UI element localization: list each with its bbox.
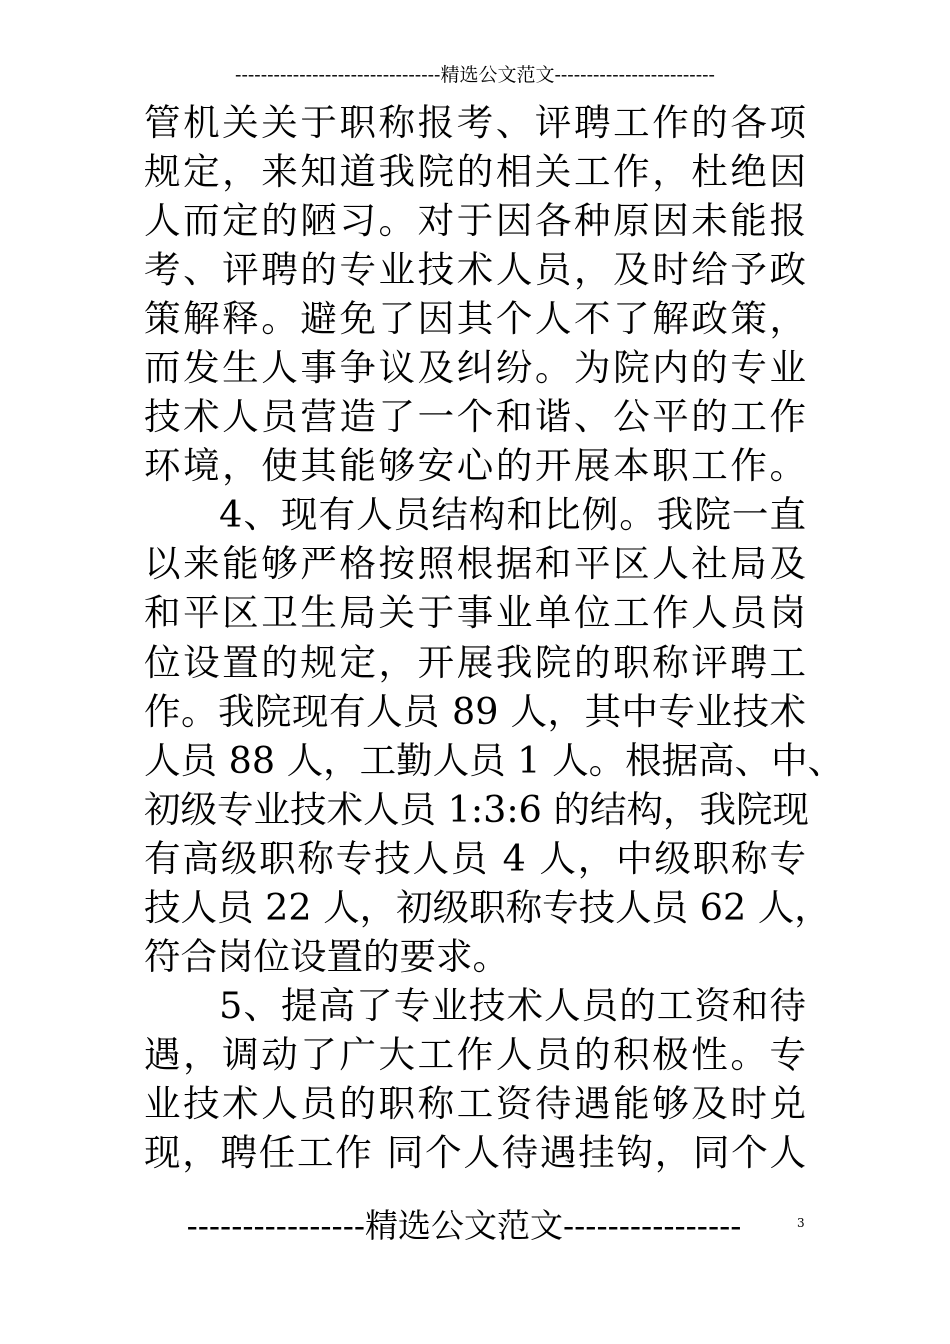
text-line: 现，聘任工作 同个人待遇挂钩，同个人	[144, 1130, 806, 1174]
text-line: 人而定的陋习。对于因各种原因未能报	[144, 199, 806, 243]
text-line: 遇，调动了广大工作人员的积极性。专	[144, 1032, 806, 1076]
text-line: 5、提高了专业技术人员的工资和待	[144, 983, 806, 1027]
text-line: 而发生人事争议及纠纷。为院内的专业	[144, 346, 806, 390]
body-text	[144, 98, 845, 1177]
text-line: 符合岗位设置的要求。	[144, 934, 509, 978]
text-line: 规定，来知道我院的相关工作，杜绝因	[144, 150, 806, 194]
page-number: 3	[797, 1216, 805, 1230]
page-header: --------------------------------精选公文范文-------------------------	[235, 64, 715, 86]
text-line: 技人员 22 人，初级职称专技人员 62 人，	[144, 885, 831, 929]
text-line: 环境，使其能够安心的开展本职工作。	[144, 444, 806, 488]
text-line: 和平区卫生局关于事业单位工作人员岗	[144, 591, 806, 635]
text-line: 业技术人员的职称工资待遇能够及时兑	[144, 1081, 806, 1125]
text-line: 4、现有人员结构和比例。我院一直	[144, 493, 806, 537]
text-line: 考、评聘的专业技术人员，及时给予政	[144, 248, 806, 292]
text-line: 策解释。避免了因其个人不了解政策，	[144, 297, 806, 341]
text-line: 有高级职称专技人员 4 人，中级职称专	[144, 836, 806, 880]
text-line: 人员 88 人，工勤人员 1 人。根据高、中、	[144, 738, 845, 782]
text-line: 位设置的规定，开展我院的职称评聘工	[144, 640, 806, 684]
page-footer: ----------------精选公文范文----------------	[186, 1206, 742, 1245]
text-line: 管机关关于职称报考、评聘工作的各项	[144, 101, 806, 144]
text-line: 以来能够严格按照根据和平区人社局及	[144, 542, 806, 586]
text-line: 初级专业技术人员 1:3:6 的结构，我院现	[144, 787, 809, 831]
text-line: 技术人员营造了一个和谐、公平的工作	[144, 395, 806, 439]
text-line: 作。我院现有人员 89 人，其中专业技术	[144, 689, 806, 733]
